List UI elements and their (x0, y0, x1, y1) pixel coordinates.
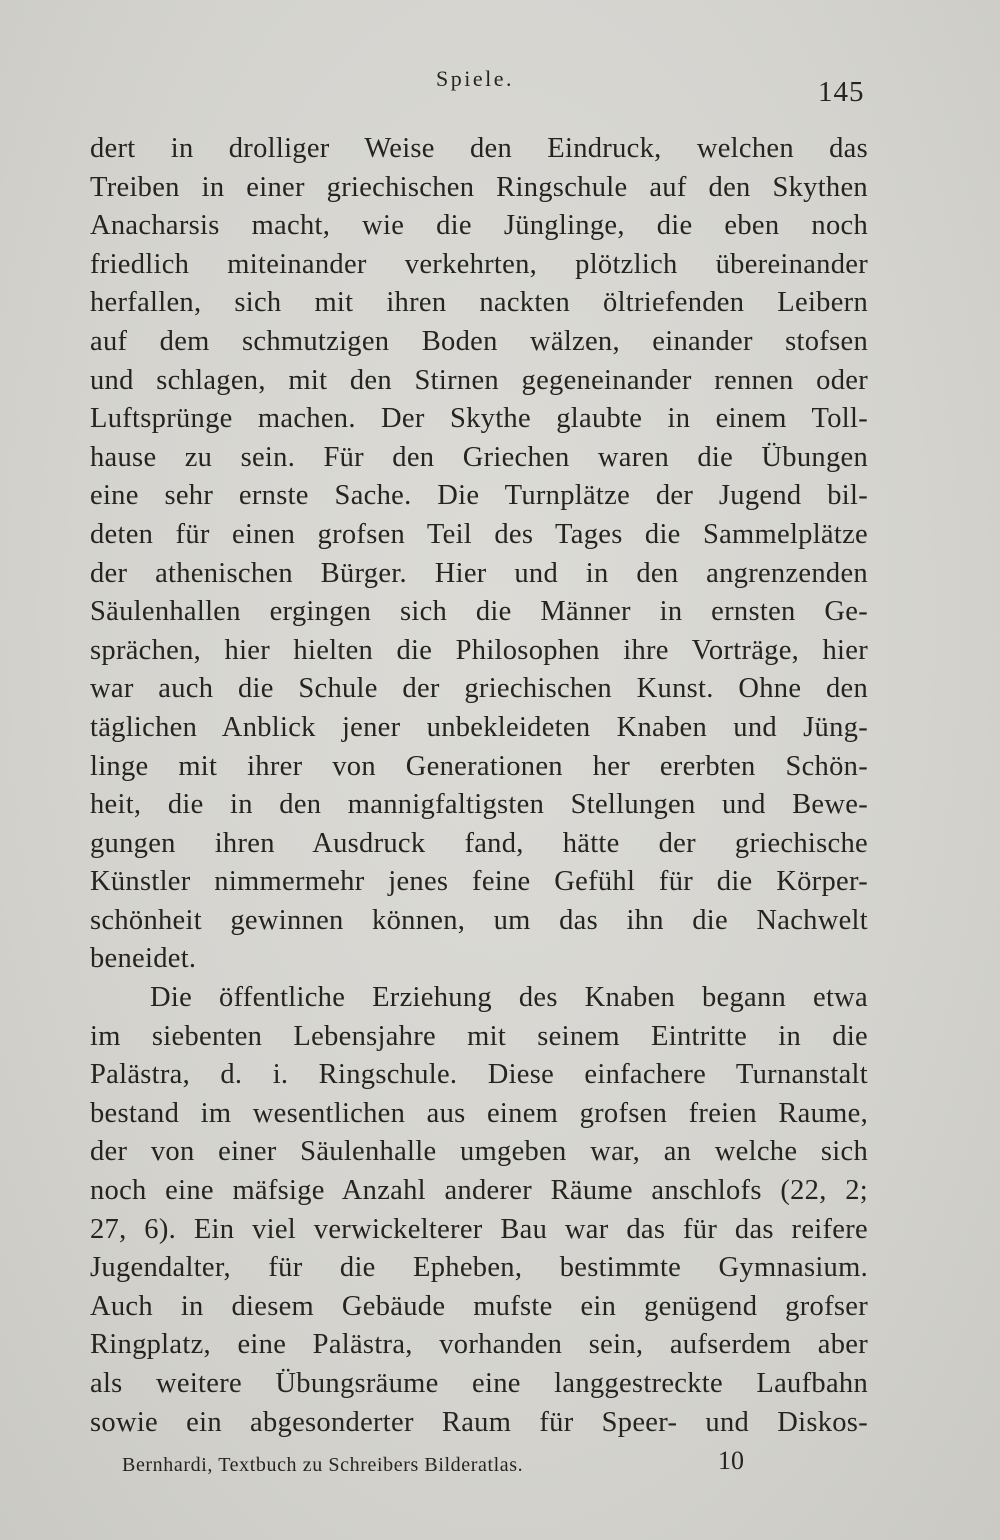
body-text (90, 130, 868, 1442)
text-line: 27, 6). Ein viel verwickelterer Bau war das für das reifere (90, 1213, 868, 1245)
text-line: hause zu sein. Für den Griechen waren die Übungen (90, 441, 868, 473)
text-line: war auch die Schule der griechischen Kunst. Ohne den (90, 673, 868, 705)
text-line: herfallen, sich mit ihren nackten öltriefenden Leibern (90, 287, 868, 319)
text-line: sowie ein abgesonderter Raum für Speer- und Diskos- (90, 1406, 868, 1438)
text-line: Ringplatz, eine Palästra, vorhanden sein, aufserdem aber (90, 1329, 868, 1361)
text-line: gungen ihren Ausdruck fand, hätte der griechische (90, 827, 868, 859)
page-number: 145 (818, 76, 865, 108)
text-line: Palästra, d. i. Ringschule. Diese einfachere Turnanstalt (90, 1059, 868, 1091)
text-line: Auch in diesem Gebäude mufste ein genügend grofser (90, 1290, 868, 1322)
text-line: sprächen, hier hielten die Philosophen ihre Vorträge, hier (90, 634, 868, 666)
text-line: dert in drolliger Weise den Eindruck, welchen das (90, 133, 868, 164)
text-line: Säulenhallen ergingen sich die Männer in ernsten Ge- (90, 596, 868, 628)
text-line: deten für einen grofsen Teil des Tages die Sammelplätze (90, 518, 868, 550)
sheet-number: 10 (718, 1446, 744, 1475)
text-line: bestand im wesentlichen aus einem grofsen freien Raume, (90, 1097, 868, 1129)
signature-line: Bernhardi, Textbuch zu Schreibers Bilderatlas. (122, 1454, 524, 1476)
text-line: Künstler nimmermehr jenes feine Gefühl für die Körper- (90, 866, 868, 898)
text-line: der von einer Säulenhalle umgeben war, an welche sich (90, 1136, 868, 1168)
text-line: und schlagen, mit den Stirnen gegeneinander rennen oder (90, 364, 868, 396)
text-line: Jugendalter, für die Epheben, bestimmte Gymnasium. (90, 1252, 868, 1284)
text-line: Luftsprünge machen. Der Skythe glaubte in einem Toll- (90, 403, 868, 435)
text-line: heit, die in den mannigfaltigsten Stellungen und Bewe- (90, 789, 868, 821)
text-line: täglichen Anblick jener unbekleideten Knaben und Jüng- (90, 711, 868, 743)
text-line: als weitere Übungsräume eine langgestreckte Laufbahn (90, 1368, 868, 1399)
text-line: Anacharsis macht, wie die Jünglinge, die eben noch (90, 210, 868, 242)
paragraph-start-line: Die öffentliche Erziehung des Knaben begann etwa (150, 982, 868, 1014)
text-line: eine sehr ernste Sache. Die Turnplätze der Jugend bil- (90, 480, 868, 512)
paragraph-end-line: beneidet. (90, 943, 197, 975)
text-line: der athenischen Bürger. Hier und in den angrenzenden (90, 557, 868, 589)
text-line: im siebenten Lebensjahre mit seinem Eintritte in die (90, 1020, 868, 1052)
text-line: schönheit gewinnen können, um das ihn die Nachwelt (90, 904, 868, 936)
text-line: noch eine mäfsige Anzahl anderer Räume anschlofs (22, 2; (90, 1175, 868, 1207)
text-line: auf dem schmutzigen Boden wälzen, einander stofsen (90, 325, 868, 357)
text-line: linge mit ihrer von Generationen her ererbten Schön- (90, 750, 868, 782)
running-header: Spiele. (436, 66, 514, 91)
text-line: Treiben in einer griechischen Ringschule auf den Skythen (90, 171, 868, 203)
text-line: friedlich miteinander verkehrten, plötzlich übereinander (90, 248, 868, 280)
